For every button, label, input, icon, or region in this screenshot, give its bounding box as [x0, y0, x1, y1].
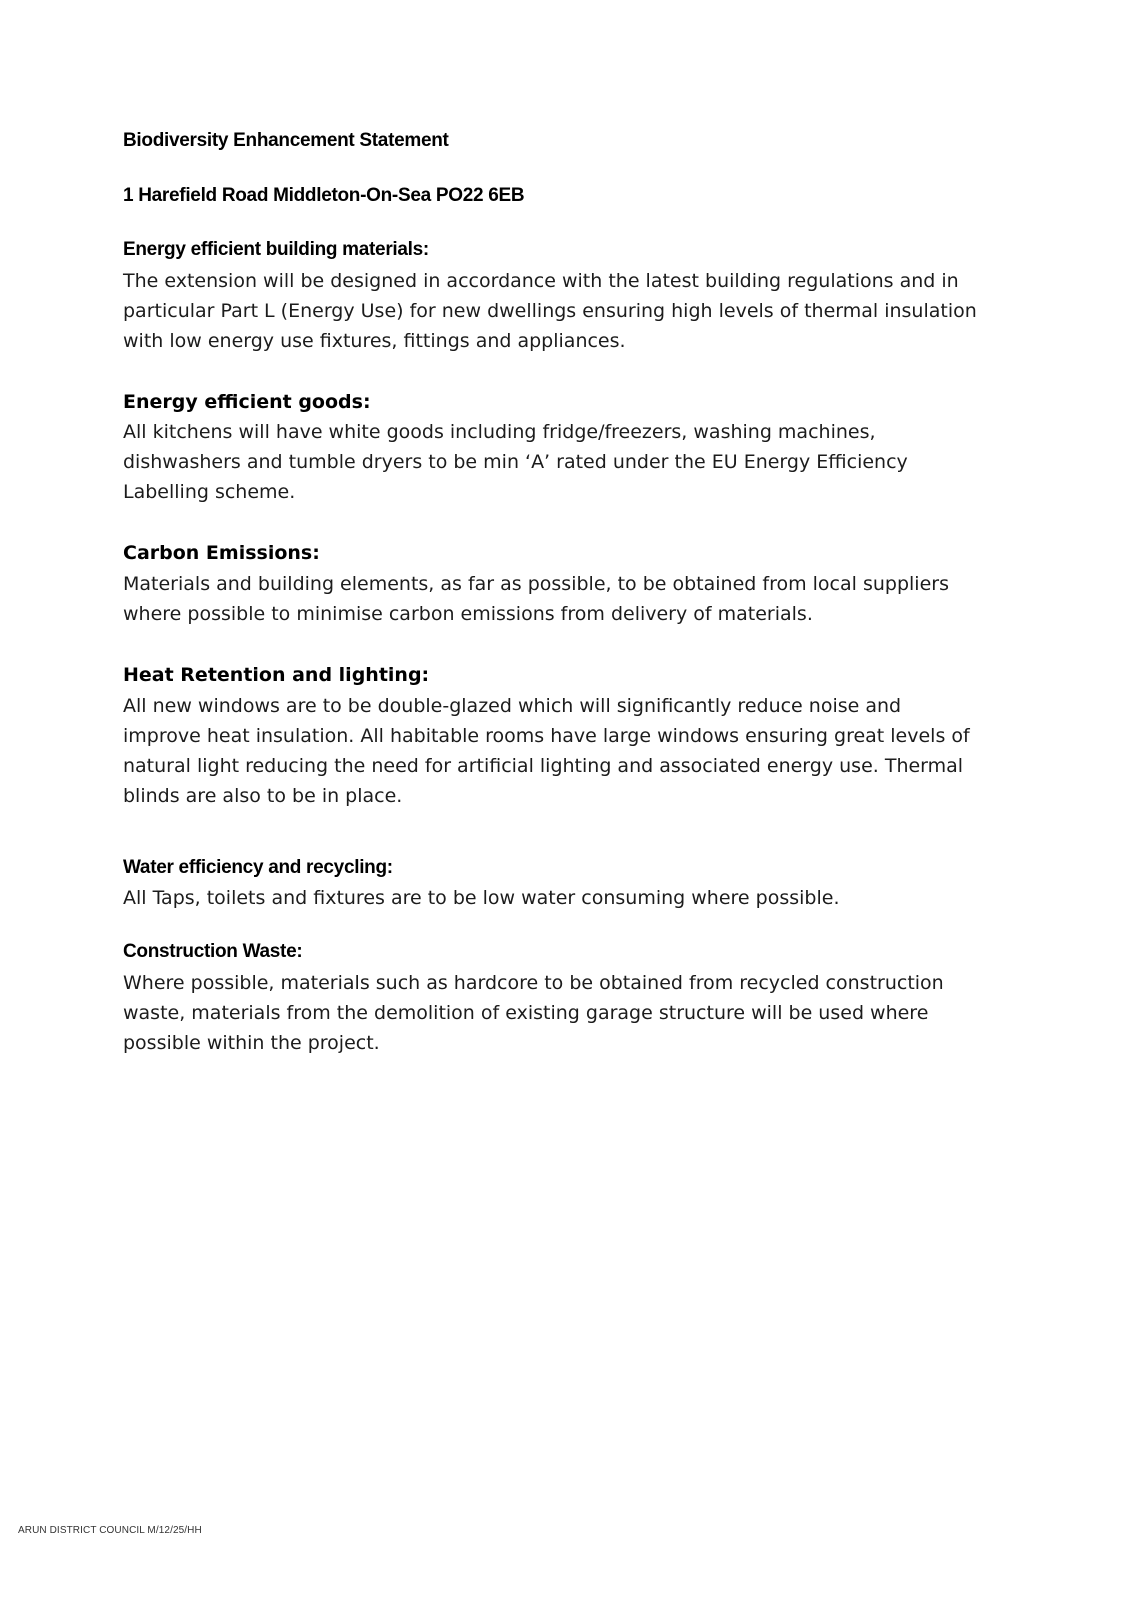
document-content [123, 130, 979, 1058]
section-body: The extension will be designed in accordance with the latest building regulations and in particular Part L (Energy Use) for new dwellings ensuring high levels of thermal insulation with low energy use fixtures, fittings and appliances. [123, 269, 977, 352]
section-heading: Heat Retention and lighting: [123, 663, 430, 686]
section-body: Where possible, materials such as hardcore to be obtained from recycled construction waste, materials from the demolition of existing garage structure will be used where possible within the project. [123, 971, 944, 1054]
section-body: Materials and building elements, as far as possible, to be obtained from local suppliers where possible to minimise carbon emissions from delivery of materials. [123, 572, 949, 625]
sections [123, 237, 979, 1058]
document-title: Biodiversity Enhancement Statement [123, 130, 449, 151]
section-body: All kitchens will have white goods including fridge/freezers, washing machines, dishwashers and tumble dryers to be min ‘A’ rated under the EU Energy Efficiency Labelling scheme. [123, 421, 908, 504]
section [123, 540, 979, 629]
section-heading: Energy efficient building materials: [123, 239, 429, 260]
section-body: All new windows are to be double-glazed which will significantly reduce noise and improve heat insulation. All habitable rooms have large windows ensuring great levels of natural light reducing the need for artificial lighting and associated energy use. Thermal blinds are also to be in place. [123, 694, 970, 807]
document-address: 1 Harefield Road Middleton-On-Sea PO22 6EB [123, 185, 525, 206]
footer-reference: ARUN DISTRICT COUNCIL M/12/25/HH [18, 1525, 202, 1536]
section-heading: Energy efficient goods: [123, 390, 371, 413]
section-heading: Water efficiency and recycling: [123, 856, 393, 878]
section-heading: Construction Waste: [123, 941, 303, 963]
section-heading: Carbon Emissions: [123, 542, 320, 565]
section [123, 389, 979, 508]
section [123, 939, 979, 1058]
section [123, 237, 979, 356]
section [123, 662, 979, 811]
section [123, 855, 979, 914]
section-body: All Taps, toilets and fixtures are to be low water consuming where possible. [123, 887, 840, 910]
